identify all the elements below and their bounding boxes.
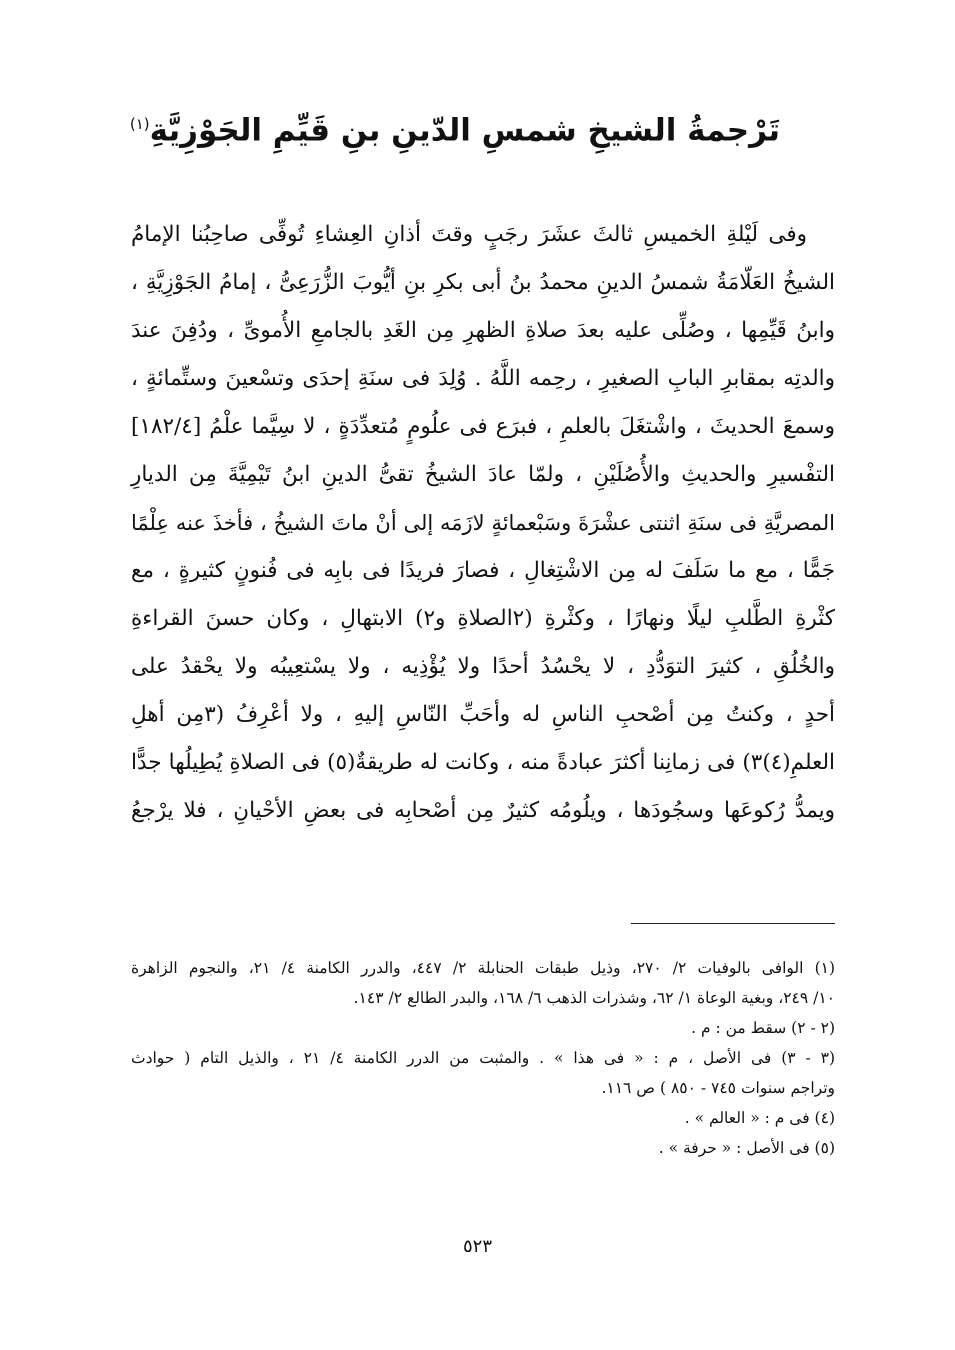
text-line: ويمدُّ رُكوعَها وسجُودَها ، ويلُومُه كثيرٌ مِن أصْحابِه فى بعضِ الأحْيانِ ، فلا يرْجعُ [131,798,835,823]
footnote-separator [631,923,835,924]
footnote-line: (٤) فى م : « العالم » . [684,1109,835,1127]
main-text [131,211,835,835]
text-line: كثْرةِ الطَّلبِ ليلًا ونهارًا ، وكثْرةِ (٢الصلاةِ و٢) الابتهالِ ، وكان حسنَ القراءةِ [131,606,836,631]
title-footnote-marker: (١) [129,115,150,133]
text-line: وسمعَ الحديثَ ، واشْتغَلَ بالعلمِ ، فبرَع فى علُومٍ مُتعدِّدَةٍ ، لا سِيَّما علْمُ [١٨٢/٤] [131,414,835,439]
footnote-line: (٥) فى الأصل : « حرفة » . [658,1139,835,1157]
text-line: وفى لَيْلةِ الخميسِ ثالثَ عشَرَ رجَبٍ وقتَ أذانِ العِشاءِ تُوفِّى صاحِبُنا الإمامُ [131,222,807,247]
text-line: الشيخُ العَلّامَةُ شمسُ الدينِ محمدُ بنُ أبى بكرِ بنِ أيُّوبَ الزُّرَعِىُّ ، إمامُ الجَوْزِيَّةِ ، [131,270,835,295]
title-text: تَرْجمةُ الشيخِ شمسِ الدّينِ بنِ قَيِّمِ الجَوْزِيَّةِ [149,112,780,149]
text-line: والدتِه بمقابرِ البابِ الصغيرِ ، رحِمه اللَّهُ . وُلِدَ فى سنَةِ إحدَى وتسْعينَ وستِّمائةٍ ، [131,366,835,391]
footnotes [131,953,835,1163]
text-line: والخُلُقِ ، كثيرَ التوَدُّدِ ، لا يحْسُدُ أحدًا ولا يُؤْذِيه ، ولا يسْتعِيبُه ولا يحْقدُ على [131,654,835,679]
text-line: وابنُ قَيِّمِها ، وصُلِّى عليه بعدَ صلاةِ الظهرِ مِن الغَدِ بالجامعِ الأُموىِّ ، ودُفِنَ عندَ [131,318,835,343]
text-line: جَمًّا ، مع ما سَلَفَ له مِن الاشْتِغالِ ، فصارَ فريدًا فى بابِه فى فُنونٍ كثيرةٍ ، مع [131,558,835,583]
footnote-line: (٢ - ٢) سقط من : م . [691,1019,835,1037]
page-title [129,98,780,156]
text-line: أحدٍ ، وكنتُ مِن أصْحبِ الناسِ له وأحَبِّ النّاسِ إليهِ ، ولا أعْرِفُ (٣مِن أهلِ [131,702,835,727]
text-line: العلمِ(٤)٣) فى زمانِنا أكثرَ عبادةً منه ، وكانت له طريقةٌ(٥) فى الصلاةِ يُطِيلُها جدًّا [131,750,835,775]
footnote-line: (١) الوافى بالوفيات ٢/ ٢٧٠، وذيل طبقات الحنابلة ٢/ ٤٤٧، والدرر الكامنة ٤/ ٢١، والنجوم الزاهرة [131,959,836,977]
text-line: المصريَّةِ فى سنَةِ اثنتى عشْرَةَ وسَبْعمائةٍ لازَمَه إلى أنْ ماتَ الشيخُ ، فأخذَ عنه عِلْمًا [131,511,835,535]
text-line: التفْسيرِ والحديثِ والأُصُلَيْنِ ، ولمّا عادَ الشيخُ تقىُّ الدينِ ابنُ تَيْمِيَّةَ مِن الديارِ [131,462,835,487]
page-number: ٥٢٣ [462,1236,492,1257]
footnote-line: (٣ - ٣) فى الأصل ، م : « فى هذا » . والمثبت من الدرر الكامنة ٤/ ٢١ ، والذيل التام ( حوادث [131,1049,836,1067]
footnote-line: ١٠/ ٢٤٩، وبغية الوعاة ١/ ٦٢، وشذرات الذهب ٦/ ١٦٨، والبدر الطالع ٢/ ١٤٣. [353,989,835,1007]
footnote-line: وتراجم سنوات ٧٤٥ - ٨٥٠ ) ص ١١٦. [601,1079,835,1097]
